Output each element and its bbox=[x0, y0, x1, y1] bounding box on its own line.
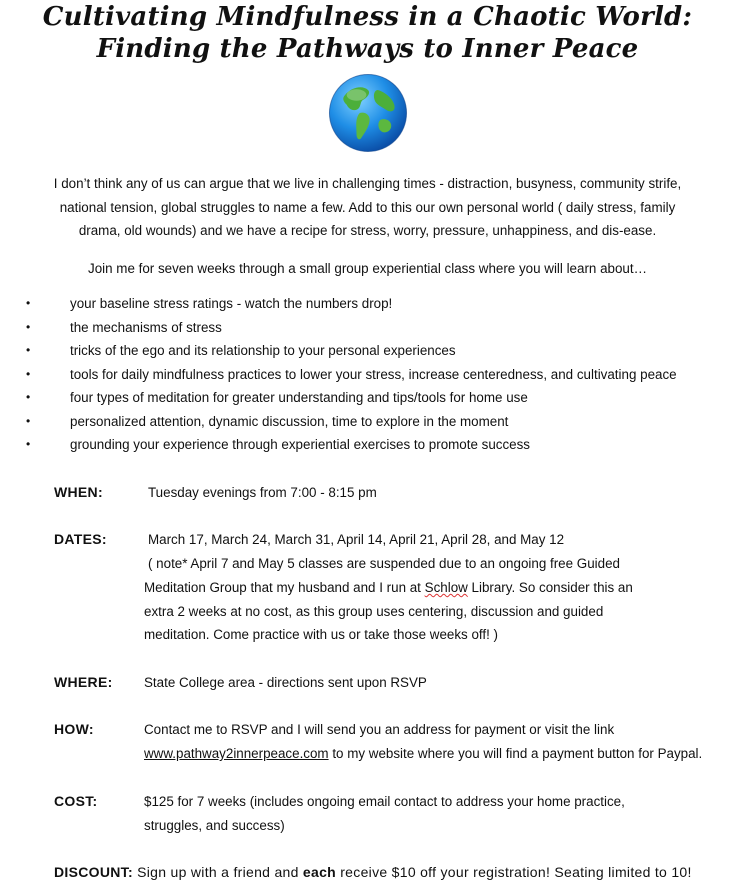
bullet-icon: • bbox=[26, 296, 31, 310]
list-item: • your baseline stress ratings - watch the numbers drop! bbox=[0, 292, 735, 316]
bullet-icon: • bbox=[26, 343, 31, 357]
join-paragraph: Join me for seven weeks through a small group experiential class where you will learn about… bbox=[88, 261, 647, 276]
list-item: • the mechanisms of stress bbox=[0, 316, 735, 340]
dates-value: March 17, March 24, March 31, April 14, April 21, April 28, and May 12 bbox=[148, 532, 565, 547]
how-line-1: Contact me to RSVP and I will send you an address for payment or visit the link bbox=[144, 722, 615, 737]
when-label: WHEN: bbox=[54, 484, 103, 500]
cost-label: COST: bbox=[54, 793, 98, 809]
how-label: HOW: bbox=[54, 721, 94, 737]
list-item: • four types of meditation for greater understanding and tips/tools for home use bbox=[0, 386, 735, 410]
flyer-title-line-1: Cultivating Mindfulness in a Chaotic World: bbox=[42, 2, 693, 32]
where-label: WHERE: bbox=[54, 674, 113, 690]
topic-list bbox=[0, 292, 735, 457]
where-value: State College area - directions sent upon RSVP bbox=[144, 675, 427, 690]
bullet-icon: • bbox=[26, 366, 31, 381]
discount-label: DISCOUNT: bbox=[54, 864, 133, 880]
flyer-title-line-2: Finding the Pathways to Inner Peace bbox=[96, 34, 639, 64]
list-item: • grounding your experience through experiential exercises to promote success bbox=[0, 433, 735, 457]
dates-label: DATES: bbox=[54, 531, 107, 547]
bullet-icon: • bbox=[26, 390, 31, 404]
bullet-icon: • bbox=[26, 437, 31, 451]
bullet-icon: • bbox=[26, 413, 31, 428]
list-item: • tools for daily mindfulness practices to lower your stress, increase centeredness, and cultivating peace bbox=[0, 363, 735, 387]
earth-globe-icon bbox=[327, 72, 409, 154]
library-name: Schlow bbox=[424, 580, 468, 595]
website-link[interactable]: www.pathway2innerpeace.com bbox=[144, 746, 329, 761]
when-value: Tuesday evenings from 7:00 - 8:15 pm bbox=[148, 485, 377, 500]
cost-line-1: $125 for 7 weeks (includes ongoing email contact to address your home practice, bbox=[144, 794, 625, 809]
list-item: • personalized attention, dynamic discussion, time to explore in the moment bbox=[0, 410, 735, 434]
intro-paragraph: I don’t think any of us can argue that we live in challenging times - distraction, busyness, community strife, national tension, global struggles to name a few. Add to this our own personal world ( daily stress, family drama, old wounds) and we have a recipe for stress, worry, pressure, unhappiness, and dis-ease. bbox=[53, 176, 682, 238]
each-emphasis: each bbox=[302, 864, 337, 880]
cost-line-2: struggles, and success) bbox=[144, 818, 285, 833]
list-item: • tricks of the ego and its relationship to your personal experiences bbox=[0, 339, 735, 363]
bullet-icon: • bbox=[26, 319, 31, 334]
